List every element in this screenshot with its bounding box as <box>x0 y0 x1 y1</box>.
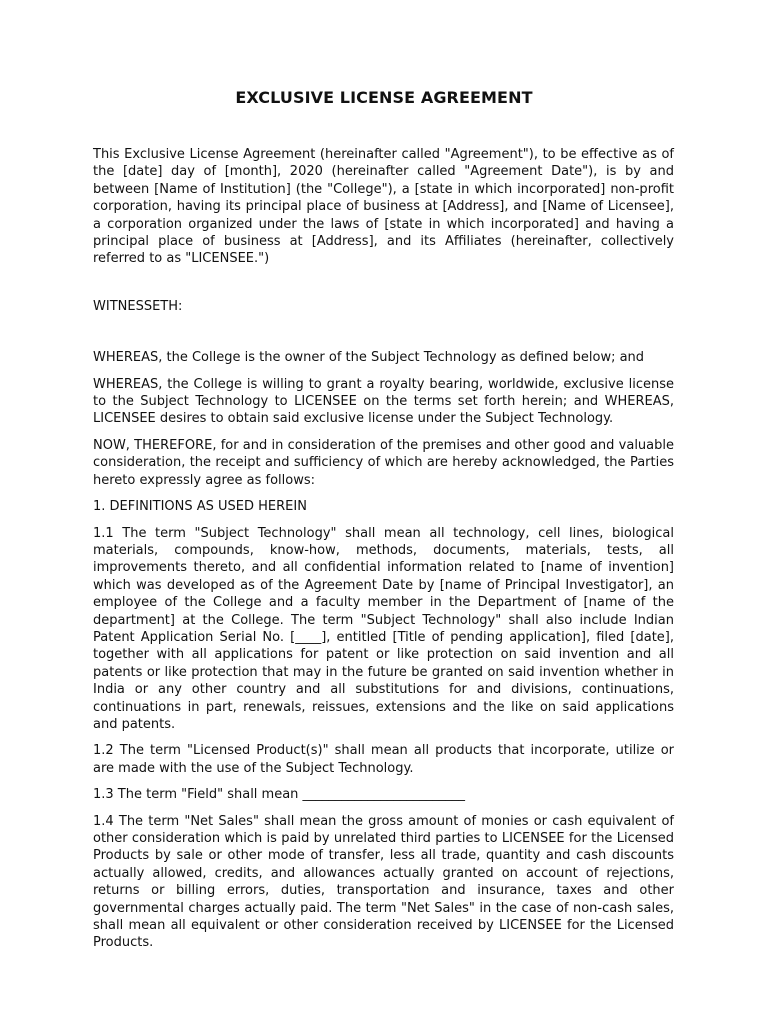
clause-1-2: 1.2 The term "Licensed Product(s)" shall mean all products that incorporate, utilize or are made with the use of the Subject Technology. <box>93 743 674 776</box>
preamble-paragraph: This Exclusive License Agreement (hereinafter called "Agreement"), to be effective as of the [date] day of [month], 2020 (hereinafter called "Agreement Date"), is by and between [Name of Institution] (the "College"), a [state in which incorporated] non-profit corporation, having its principal place of business at [Address], and [Name of Licensee], a corporation organized under the laws of [state in which incorporated] and having a principal place of business at [Address], and its Affiliates (hereinafter, collectively referred to as "LICENSEE.") <box>93 147 674 267</box>
clause-1-4: 1.4 The term "Net Sales" shall mean the gross amount of monies or cash equivalent of other consideration which is paid by unrelated third parties to LICENSEE for the Licensed Products by sale or other mode of transfer, less all trade, quantity and cash discounts actually allowed, credits, and allowances actually granted on account of rejections, returns or billing errors, duties, transportation and insurance, taxes and other governmental charges actually paid. The term "Net Sales" in the case of non-cash sales, shall mean all equivalent or other consideration received by LICENSEE for the Licensed Products. <box>93 813 674 951</box>
witnesseth-heading: WITNESSETH: <box>93 298 183 314</box>
clause-1-3: 1.3 The term "Field" shall mean _________________________ <box>93 787 466 803</box>
section-heading-definitions: 1. DEFINITIONS AS USED HEREIN <box>93 499 307 515</box>
whereas-paragraph-1: WHEREAS, the College is the owner of the Subject Technology as defined below; and <box>93 350 645 366</box>
document-title: EXCLUSIVE LICENSE AGREEMENT <box>235 88 533 107</box>
whereas-paragraph-2: WHEREAS, the College is willing to grant a royalty bearing, worldwide, exclusive license to the Subject Technology to LICENSEE on the terms set forth herein; and WHEREAS, LICENSEE desires to obtain said exclusive license under the Subject Technology. <box>93 376 674 427</box>
clause-1-1: 1.1 The term "Subject Technology" shall mean all technology, cell lines, biological materials, compounds, know-how, methods, documents, materials, tests, all improvements thereto, and all confidential information related to [name of invention] which was developed as of the Agreement Date by [name of Principal Investigator], an employee of the College and a faculty member in the Department of [name of the department] at the College. The term "Subject Technology" shall also include Indian Patent Application Serial No. [____], entitled [Title of pending application], filed [date], together with all applications for patent or like protection on said invention and all patents or like protection that may in the future be granted on said invention whether in India or any other country and all substitutions for and divisions, continuations, continuations in part, renewals, reissues, extensions and the like on said applications and patents. <box>93 525 674 732</box>
document-body <box>93 146 674 961</box>
now-therefore-paragraph: NOW, THEREFORE, for and in consideration of the premises and other good and valuable consideration, the receipt and sufficiency of which are hereby acknowledged, the Parties hereto expressly agree as follows: <box>93 437 674 488</box>
